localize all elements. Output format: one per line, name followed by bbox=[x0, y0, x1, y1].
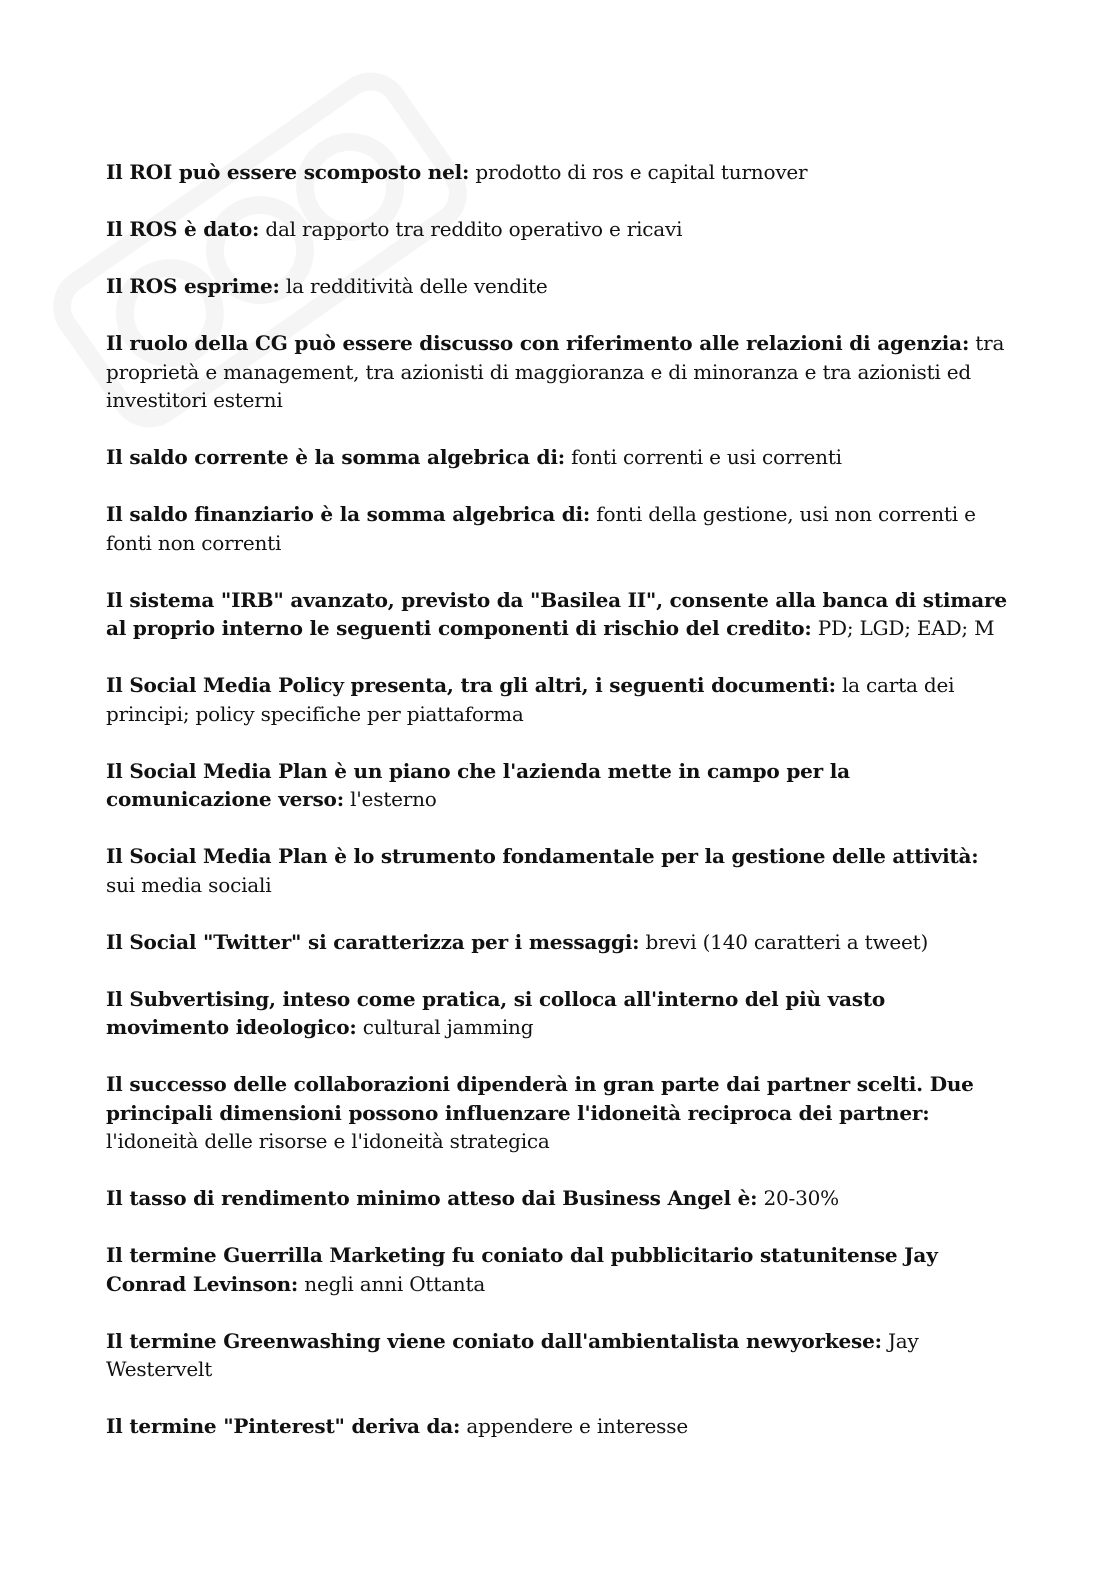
qa-entry bbox=[106, 1241, 1011, 1298]
question-text: Il Social Media Plan è un piano che l'azienda mette in campo per la comunicazione verso: bbox=[106, 758, 850, 811]
qa-entry bbox=[106, 1070, 1011, 1156]
question-text: Il successo delle collaborazioni dipenderà in gran parte dai partner scelti. Due principali dimensioni possono influenzare l'idoneità reciproca dei partner: bbox=[106, 1072, 974, 1125]
qa-entry bbox=[106, 158, 1011, 187]
question-text: Il ROI può essere scomposto nel: bbox=[106, 160, 470, 184]
qa-entry bbox=[106, 329, 1011, 415]
question-text: Il ROS è dato: bbox=[106, 217, 260, 241]
question-text: Il tasso di rendimento minimo atteso dai Business Angel è: bbox=[106, 1186, 758, 1210]
qa-list bbox=[106, 158, 1011, 1469]
question-text: Il ruolo della CG può essere discusso con riferimento alle relazioni di agenzia: bbox=[106, 331, 970, 355]
qa-entry bbox=[106, 215, 1011, 244]
qa-entry bbox=[106, 1184, 1011, 1213]
answer-text: negli anni Ottanta bbox=[304, 1271, 486, 1296]
qa-entry bbox=[106, 985, 1011, 1042]
question-text: Il Social Media Policy presenta, tra gli altri, i seguenti documenti: bbox=[106, 673, 836, 697]
qa-entry bbox=[106, 443, 1011, 472]
qa-entry bbox=[106, 928, 1011, 957]
answer-text: appendere e interesse bbox=[466, 1414, 688, 1438]
answer-text: fonti della gestione, usi non correnti e fonti non correnti bbox=[106, 502, 976, 555]
qa-entry bbox=[106, 671, 1011, 728]
answer-text: prodotto di ros e capital turnover bbox=[475, 160, 808, 184]
question-text: Il Social "Twitter" si caratterizza per i messaggi: bbox=[106, 929, 640, 954]
question-text: Il termine "Pinterest" deriva da: bbox=[106, 1414, 461, 1438]
question-text: Il Social Media Plan è lo strumento fondamentale per la gestione delle attività: bbox=[106, 844, 979, 868]
qa-entry bbox=[106, 586, 1011, 643]
answer-text: sui media sociali bbox=[106, 872, 272, 897]
answer-text: tra proprietà e management, tra azionisti di maggioranza e di minoranza e tra azionisti ed investitori esterni bbox=[106, 331, 1005, 412]
answer-text: dal rapporto tra reddito operativo e ricavi bbox=[265, 217, 683, 241]
answer-text: fonti correnti e usi correnti bbox=[571, 445, 842, 469]
qa-entry bbox=[106, 1327, 1011, 1384]
question-text: Il termine Guerrilla Marketing fu coniato dal pubblicitario statunitense Jay Conrad Levinson: bbox=[106, 1243, 938, 1296]
answer-text: Jay Westervelt bbox=[106, 1328, 919, 1381]
answer-text: cultural jamming bbox=[362, 1015, 534, 1039]
answer-text: la carta dei principi; policy specifiche per piattaforma bbox=[106, 673, 955, 726]
answer-text: PD; LGD; EAD; M bbox=[817, 616, 995, 640]
qa-entry bbox=[106, 272, 1011, 301]
question-text: Il saldo corrente è la somma algebrica di: bbox=[106, 445, 565, 469]
qa-entry bbox=[106, 1412, 1011, 1441]
qa-entry bbox=[106, 842, 1011, 899]
answer-text: l'idoneità delle risorse e l'idoneità strategica bbox=[106, 1129, 550, 1153]
question-text: Il Subvertising, inteso come pratica, si colloca all'interno del più vasto movimento ideologico: bbox=[106, 986, 886, 1039]
question-text: Il sistema "IRB" avanzato, previsto da "Basilea II", consente alla banca di stimare al proprio interno le seguenti componenti di rischio del credito: bbox=[106, 587, 1007, 640]
qa-entry bbox=[106, 500, 1011, 557]
question-text: Il ROS esprime: bbox=[106, 274, 280, 298]
answer-text: 20-30% bbox=[763, 1186, 839, 1210]
answer-text: l'esterno bbox=[350, 787, 437, 811]
qa-entry bbox=[106, 757, 1011, 814]
answer-text: la redditività delle vendite bbox=[285, 274, 548, 298]
question-text: Il saldo finanziario è la somma algebrica di: bbox=[106, 502, 591, 526]
question-text: Il termine Greenwashing viene coniato dall'ambientalista newyorkese: bbox=[106, 1328, 882, 1353]
answer-text: brevi (140 caratteri a tweet) bbox=[645, 929, 929, 954]
